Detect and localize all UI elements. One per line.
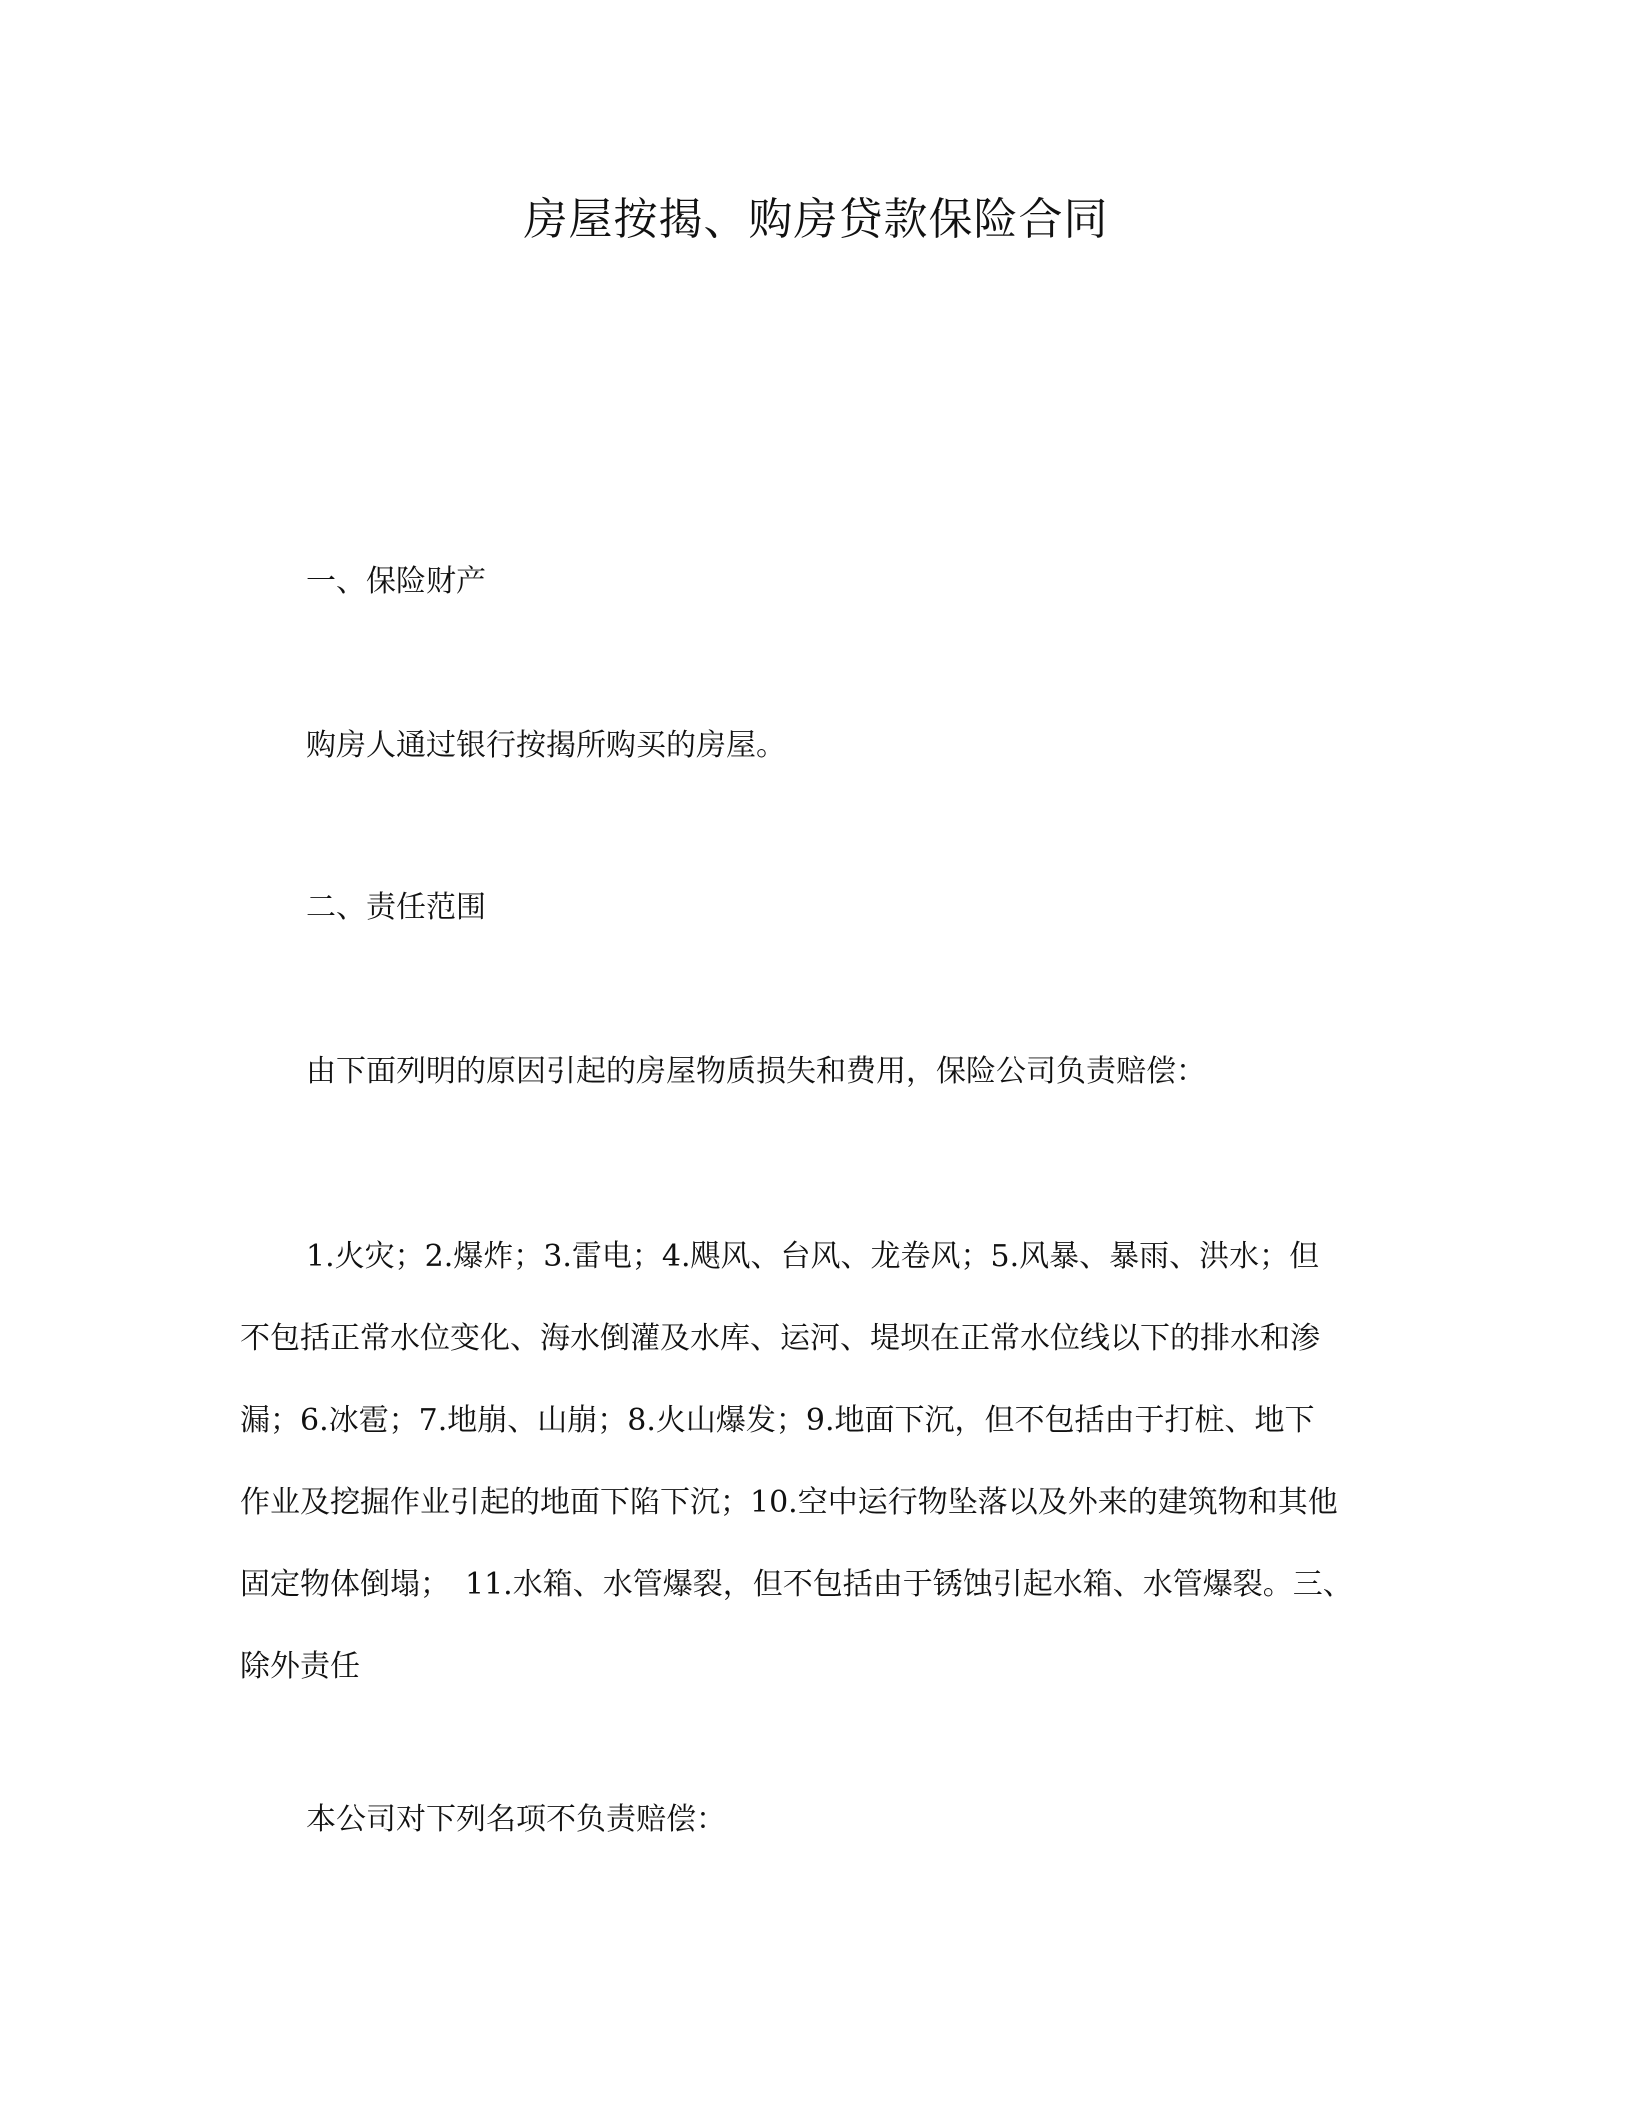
paragraph-line: 不包括正常水位变化、海水倒灌及水库、运河、堤坝在正常水位线以下的排水和渗 xyxy=(240,1321,1320,1356)
section-text-insured-property: 购房人通过银行按揭所购买的房屋。 xyxy=(306,728,786,763)
paragraph-line: 作业及挖掘作业引起的地面下陷下沉；10.空中运行物坠落以及外来的建筑物和其他 xyxy=(240,1485,1338,1520)
liability-items-paragraph xyxy=(240,1216,1412,1708)
paragraph-line: 漏；6.冰雹；7.地崩、山崩；8.火山爆发；9.地面下沉，但不包括由于打桩、地下 xyxy=(240,1403,1315,1438)
paragraph-line: 固定物体倒塌； 11.水箱、水管爆裂，但不包括由于锈蚀引起水箱、水管爆裂。三、 xyxy=(240,1567,1353,1602)
paragraph-line: 除外责任 xyxy=(240,1649,360,1684)
section-heading-liability-scope: 二、责任范围 xyxy=(306,890,486,925)
paragraph-line: 1.火灾；2.爆炸；3.雷电；4.飓风、台风、龙卷风；5.风暴、暴雨、洪水；但 xyxy=(306,1239,1320,1274)
section-intro-exclusions: 本公司对下列名项不负责赔偿： xyxy=(306,1802,726,1837)
section-intro-liability-scope: 由下面列明的原因引起的房屋物质损失和费用，保险公司负责赔偿： xyxy=(306,1054,1206,1089)
document-title: 房屋按揭、购房贷款保险合同 xyxy=(523,194,1109,245)
section-heading-insured-property: 一、保险财产 xyxy=(306,564,486,599)
